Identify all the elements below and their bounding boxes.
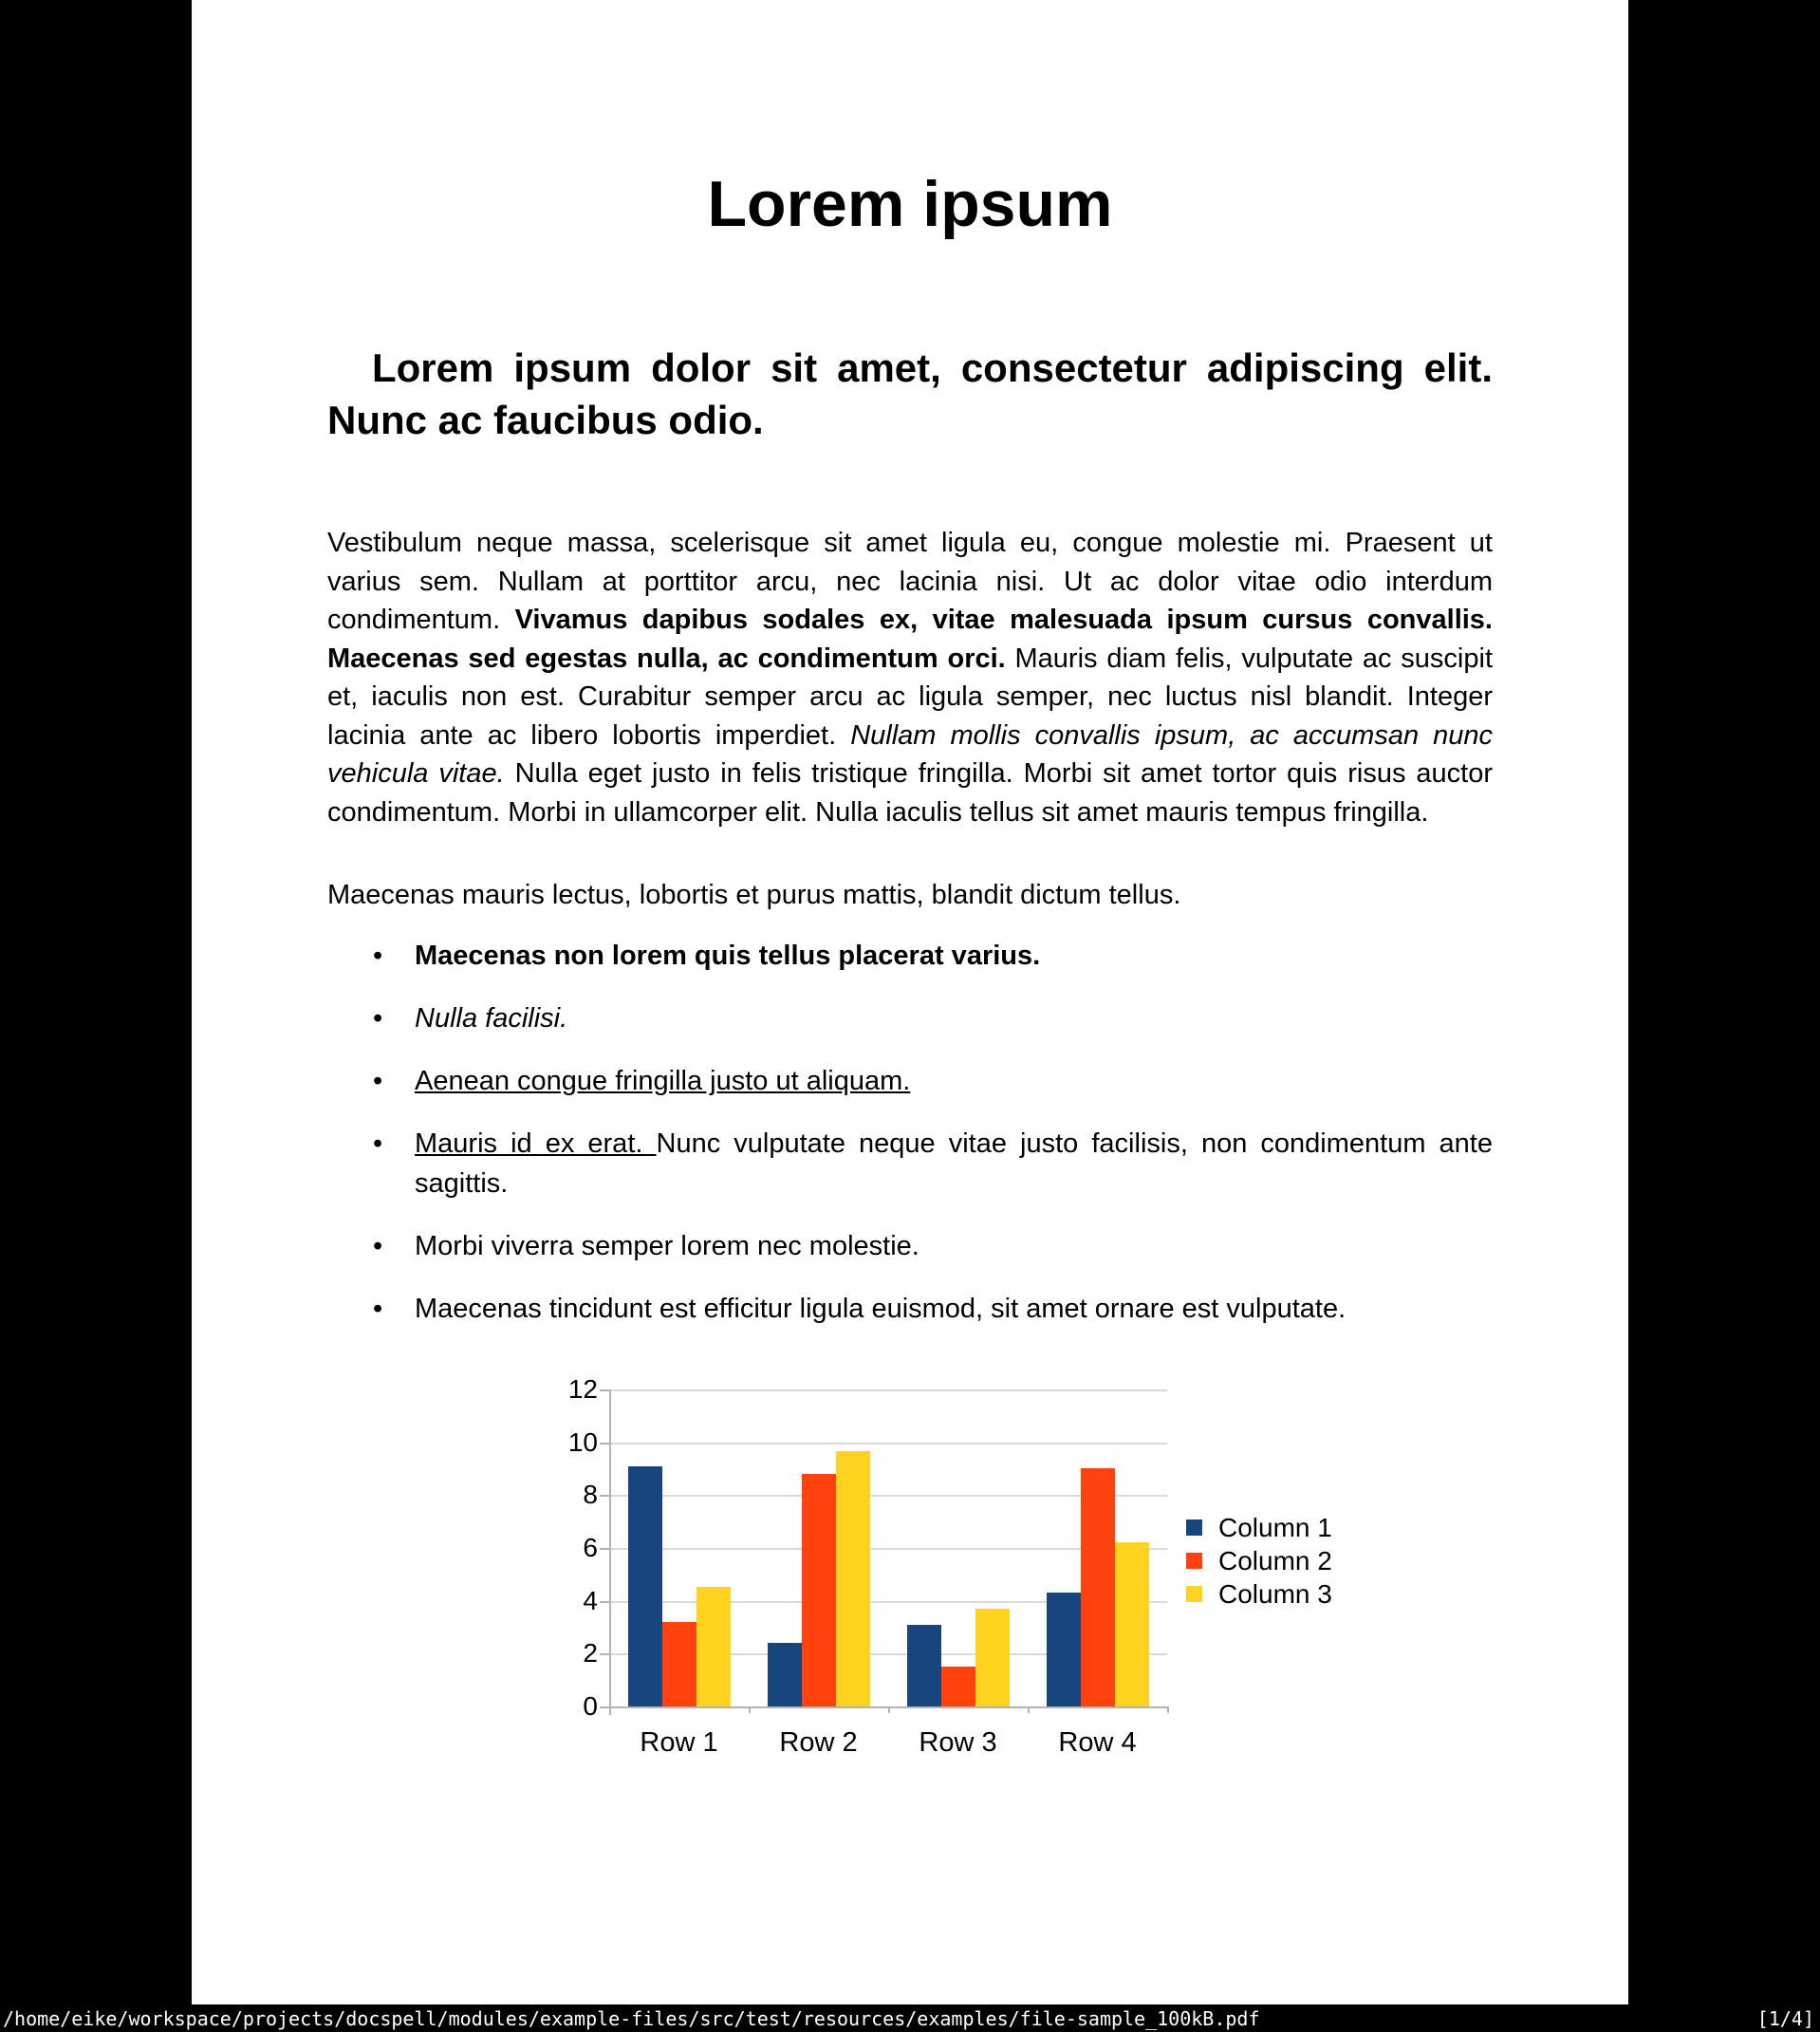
document-title: Lorem ipsum (707, 168, 1113, 240)
pdf-page (192, 0, 1628, 2004)
bar (628, 1466, 662, 1706)
y-axis-tick (600, 1653, 609, 1655)
y-axis-tick-label: 0 (583, 1691, 598, 1721)
list-item (327, 1061, 1493, 1101)
legend-swatch (1186, 1553, 1202, 1569)
body-paragraph: Maecenas mauris lectus, lobortis et purus mattis, blandit dictum tellus. (327, 880, 1181, 910)
bar-chart (531, 1367, 1385, 1775)
y-axis-tick (600, 1389, 609, 1391)
bar (802, 1474, 836, 1706)
x-axis-tick (609, 1706, 611, 1713)
x-axis-tick-label: Row 4 (1058, 1727, 1137, 1758)
x-axis-tick (888, 1706, 890, 1713)
y-axis-tick (600, 1601, 609, 1603)
text-segment: Mauris id ex erat. (415, 1128, 657, 1159)
statusbar-page-indicator: [1/4] (1756, 2006, 1814, 2030)
bullet-icon: • (373, 1003, 383, 1034)
y-axis (609, 1389, 611, 1715)
legend-item (1186, 1512, 1332, 1542)
y-axis-tick (600, 1548, 609, 1550)
bullet-icon: • (373, 1128, 383, 1159)
y-axis-tick (600, 1495, 609, 1497)
statusbar-file-path: /home/eike/workspace/projects/docspell/modules/example-files/src/test/resources/examples/file-sample_100kB.pdf (3, 2006, 1260, 2030)
y-axis-tick (600, 1706, 609, 1708)
legend-item (1186, 1545, 1332, 1575)
bar (768, 1643, 802, 1706)
text-segment: Nulla facilisi. (415, 1003, 568, 1034)
body-paragraph (327, 524, 1493, 831)
bar (941, 1667, 975, 1706)
x-axis-tick (1167, 1706, 1169, 1713)
chart-legend (1186, 1512, 1332, 1619)
y-axis-tick-label: 10 (567, 1426, 598, 1457)
y-axis-tick-label: 8 (583, 1480, 598, 1510)
text-segment: Nunc vulputate neque vitae justo facilisis, non condimentum ante sagittis. (415, 1128, 1493, 1199)
legend-label: Column 2 (1218, 1545, 1332, 1575)
legend-item (1186, 1578, 1332, 1609)
y-axis-tick-label: 12 (567, 1374, 598, 1404)
text-segment: Maecenas non lorem quis tellus placerat varius. (415, 941, 1041, 971)
legend-swatch (1186, 1519, 1202, 1536)
list-item (327, 1124, 1493, 1203)
list-item (327, 936, 1493, 976)
x-axis-tick-label: Row 3 (919, 1727, 997, 1758)
list-item (327, 998, 1493, 1038)
bullet-icon: • (373, 1066, 383, 1096)
bar (836, 1451, 870, 1706)
section-heading: Lorem ipsum dolor sit amet, consectetur adipiscing elit. Nunc ac faucibus odio. (327, 345, 1493, 442)
bullet-list (327, 936, 1493, 1352)
bullet-icon: • (373, 941, 383, 971)
text-segment: Vestibulum neque massa, scelerisque sit amet ligula eu, congue molestie mi. Praesent ut varius sem. Nullam at porttitor arcu, nec lacinia nisi. Ut ac dolor vitae odio interdum condimentum. (327, 528, 1493, 635)
bar (1115, 1542, 1149, 1706)
text-segment: Nulla eget justo in felis tristique fringilla. Morbi sit amet tortor quis risus auctor condimentum. Morbi in ullamcorper elit. Nulla iaculis tellus sit amet mauris tempus fringilla. (327, 758, 1493, 828)
bullet-icon: • (373, 1294, 383, 1324)
list-item (327, 1226, 1493, 1266)
bar (907, 1625, 941, 1706)
bullet-icon: • (373, 1231, 383, 1261)
bar (975, 1609, 1010, 1706)
y-axis-tick (600, 1443, 609, 1445)
y-axis-tick-label: 4 (583, 1585, 598, 1615)
statusbar (0, 2004, 1820, 2032)
x-axis-tick-label: Row 2 (779, 1727, 858, 1758)
legend-label: Column 1 (1218, 1512, 1332, 1542)
x-axis-tick-label: Row 1 (640, 1727, 718, 1758)
bar (1081, 1468, 1115, 1706)
bar (662, 1622, 696, 1706)
y-axis-tick-label: 2 (583, 1638, 598, 1668)
text-segment: Mauris diam felis, vulputate ac suscipit et, iaculis non est. Curabitur semper arcu ac ligula semper, nec luctus nisl blandit. Integer lacinia ante ac libero lobortis imperdiet. (327, 643, 1493, 751)
text-segment: Vivamus dapibus sodales ex, vitae malesuada ipsum cursus convallis. Maecenas sed egestas nulla, ac condimentum orci. (327, 605, 1493, 674)
bar (696, 1587, 731, 1706)
y-axis-tick-label: 6 (583, 1533, 598, 1562)
x-axis-tick (749, 1706, 751, 1713)
legend-label: Column 3 (1218, 1578, 1332, 1609)
text-segment: Morbi viverra semper lorem nec molestie. (415, 1231, 919, 1261)
text-segment: Nullam mollis convallis ipsum, ac accumsan nunc vehicula vitae. (327, 719, 1494, 789)
gridline (609, 1443, 1167, 1445)
legend-swatch (1186, 1586, 1202, 1602)
gridline (609, 1389, 1167, 1391)
text-segment: Aenean congue fringilla justo ut aliquam. (415, 1066, 911, 1096)
list-item (327, 1289, 1493, 1329)
text-segment: Maecenas tincidunt est efficitur ligula euismod, sit amet ornare est vulputate. (415, 1294, 1346, 1324)
x-axis-tick (1028, 1706, 1030, 1713)
bar (1047, 1593, 1081, 1706)
